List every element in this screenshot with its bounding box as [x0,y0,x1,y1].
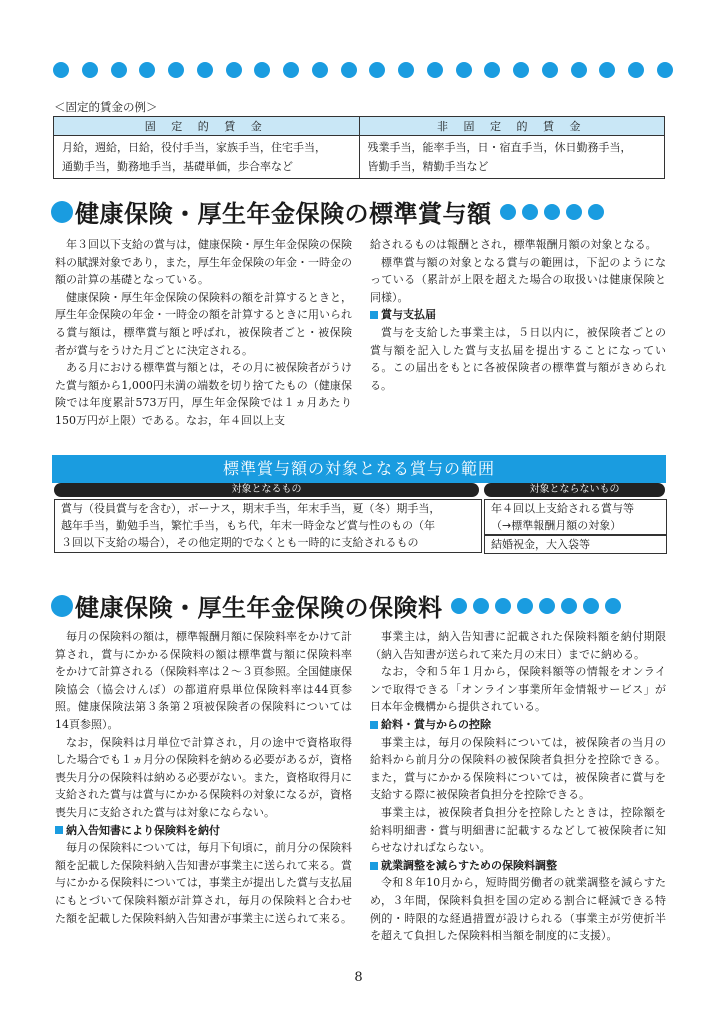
decorative-dot [599,62,615,78]
paragraph: 事業主は，毎月の保険料については，被保険者の当月の給料から前月分の保険料の被保険者負担分を控除できる。また，賞与にかかる保険料については，被保険者に賞与を支給する際に被保険者負担分を控除できる。 [370,735,666,802]
nonfixed-wage-header: 非 固 定 的 賃 金 [359,117,665,136]
section-heading-premiums [51,588,621,623]
decorative-dot [226,62,242,78]
decorative-dot [571,62,587,78]
target-line: 賞与（役員賞与を含む），ボーナス，期末手当，年末手当，夏（冬）期手当， [61,502,441,515]
decorative-dot [139,62,155,78]
target-label-pill: 対象となるもの [54,483,479,497]
decorative-dot [484,62,500,78]
nontarget-items-box [484,499,667,535]
section-title: 健康保険・厚生年金保険の標準賞与額 [75,200,492,228]
decorative-dot [197,62,213,78]
decorative-dot-row [53,62,673,78]
paragraph: なお，保険料は月単位で計算され，月の途中で資格取得した場合でも１ヵ月分の保険料を納める必要があるが，資格喪失月分の保険料は納める必要がない。また，資格取得月に支給された賞与は賞与にかかる保険料の対象になるが，資格喪失月に支給された賞与は対象にならない。 [55,735,352,819]
nonfixed-wage-line: 皆勤手当，精勤手当など [367,160,489,173]
decorative-dot [312,62,328,78]
bonus-scope-banner: 標準賞与額の対象となる賞与の範囲 [52,455,666,483]
subheading-deduction [370,716,666,734]
paragraph: 賞与を支給した事業主は，５日以内に，被保険者ごとの賞与額を記入した賞与支払届を提出することになっている。この届出をもとに各被保険者の標準賞与額がきめられる。 [370,325,666,392]
paragraph: なお，令和５年１月から，保険料額等の情報をオンラインで取得できる「オンライン事業所年金情報サービス」が日本年金機構から提供されている。 [370,665,666,714]
paragraph: 事業主は，被保険者負担分を控除したときは，控除額を給料明細書・賞与明細書に記載するなどして被保険者に知らせなければならない。 [370,805,666,855]
section-heading-standard-bonus [51,194,604,229]
square-bullet-icon [370,862,378,870]
target-items-box [54,499,482,553]
paragraph: 毎月の保険料については，毎月下旬頃に，前月分の保険料額を記載した保険料納入告知書が事業主に送られて来る。賞与にかかる保険料については，事業主が提出した賞与支払届にもとづいて保険料額が計算され，毎月の保険料と合わせた額を記載した保険料納入告知書が事業主に送られて来る。 [55,841,352,925]
decorative-dot [456,62,472,78]
decorative-dot [657,62,673,78]
square-bullet-icon [370,311,378,319]
subheading-text: 賞与支払届 [381,308,436,322]
decorative-dot [254,62,270,78]
decorative-dot [53,62,69,78]
subheading-text: 就業調整を減らすための保険料調整 [381,858,557,872]
fixed-wage-header: 固 定 的 賃 金 [54,117,360,136]
decorative-dot [82,62,98,78]
square-bullet-icon [370,721,378,729]
paragraph: ある月における標準賞与額とは，その月に被保険者がうけた賞与額から1,000円未満の端数を切り捨てたもの（健康保険では年度累計573万円，厚生年金保険では１ヵ月あたり150万円が上限）である。なお，年４回以上支 [55,361,352,427]
square-bullet-icon [55,826,63,834]
decorative-dot [369,62,385,78]
paragraph: 健康保険・厚生年金保険の保険料の額を計算するときと，厚生年金保険の年金・一時金の額を計算するときに用いられる賞与額は，標準賞与額と呼ばれ，被保険者ごと・被保険者が賞与をうけた月ごとに決定される。 [55,290,352,357]
nontarget-line: 年４回以上支給される賞与等 [491,502,634,515]
decorative-dot [398,62,414,78]
decorative-dot [111,62,127,78]
fixed-wage-table [53,116,665,179]
decorative-dot [168,62,184,78]
fixed-wage-examples-label: ＜固定的賃金の例＞ [54,100,158,114]
subheading-bonus-payment-report [370,306,666,324]
fixed-wage-line: 通勤手当，勤務地手当，基礎単価，歩合率など [62,160,293,173]
target-line: 越年手当，勤勉手当，繁忙手当，もち代，年末一時金など賞与性のもの（年 [61,519,435,532]
paragraph: 毎月の保険料の額は，標準報酬月額に保険料率をかけて計算され，賞与にかかる保険料の額は標準賞与額に保険料率をかけて計算される（保険料率は２～３頁参照。全国健康保険協会（協会けんぽ）の都道府県単位保険料率は44頁参照。健康保険法第３条第２項被保険者の保険料については14頁参照）。 [55,630,352,731]
paragraph: 令和８年10月から，短時間労働者の就業調整を減らすため，３年間，保険料負担を国の定める割合に軽減できる特例的・時限的な経過措置が設けられる（事業主が労使折半を超えて負担した保険料相当額を制度的に支援）。 [370,876,666,943]
decorative-dot [513,62,529,78]
decorative-dot [628,62,644,78]
decorative-dot [283,62,299,78]
nonfixed-wage-line: 残業手当，能率手当，日・宿直手当，休日勤務手当， [367,141,632,154]
paragraph: 給されるものは報酬とされ，標準報酬月額の対象となる。 [370,238,657,251]
section1-left-column [55,236,352,430]
nontarget-items-box [484,535,667,554]
section2-left-column [55,628,352,927]
nontarget-label-pill: 対象とならないもの [484,483,665,497]
nontarget-line: （→標準報酬月額の対象） [491,519,622,532]
page-number: 8 [354,970,363,985]
paragraph: 事業主は，納入告知書に記載された保険料額を納付期限（納入告知書が送られて来た月の末日）までに納める。 [370,630,666,661]
bullet-dot-icon [51,201,73,223]
decorative-dot [542,62,558,78]
heading-dots [500,204,604,220]
subheading-payment-notice [55,822,352,840]
section2-right-column [370,628,666,945]
heading-dots [451,598,621,614]
subheading-text: 給料・賞与からの控除 [381,717,491,731]
fixed-wage-line: 月給，週給，日給，役付手当，家族手当，住宅手当， [62,141,326,154]
section-title: 健康保険・厚生年金保険の保険料 [75,594,443,622]
fixed-wage-cell [54,136,360,179]
nontarget-line: 結婚祝金，大入袋等 [491,538,590,551]
subheading-text: 納入告知書により保険料を納付 [66,823,220,837]
decorative-dot [427,62,443,78]
bullet-dot-icon [51,595,73,617]
paragraph: 標準賞与額の対象となる賞与の範囲は，下記のようになっている（累計が上限を超えた場合の取扱いは健康保険と同様）。 [370,255,666,304]
nonfixed-wage-cell [359,136,665,179]
paragraph: 年３回以下支給の賞与は，健康保険・厚生年金保険の保険料の賦課対象であり，また，厚生年金保険の年金・一時金の額の計算の基礎となっている。 [55,238,352,287]
subheading-premium-adjustment [370,857,666,875]
decorative-dot [341,62,357,78]
section1-right-column [370,236,666,394]
target-line: ３回以下支給の場合），その他定期的でなくとも一時的に支給されるもの [61,536,419,549]
